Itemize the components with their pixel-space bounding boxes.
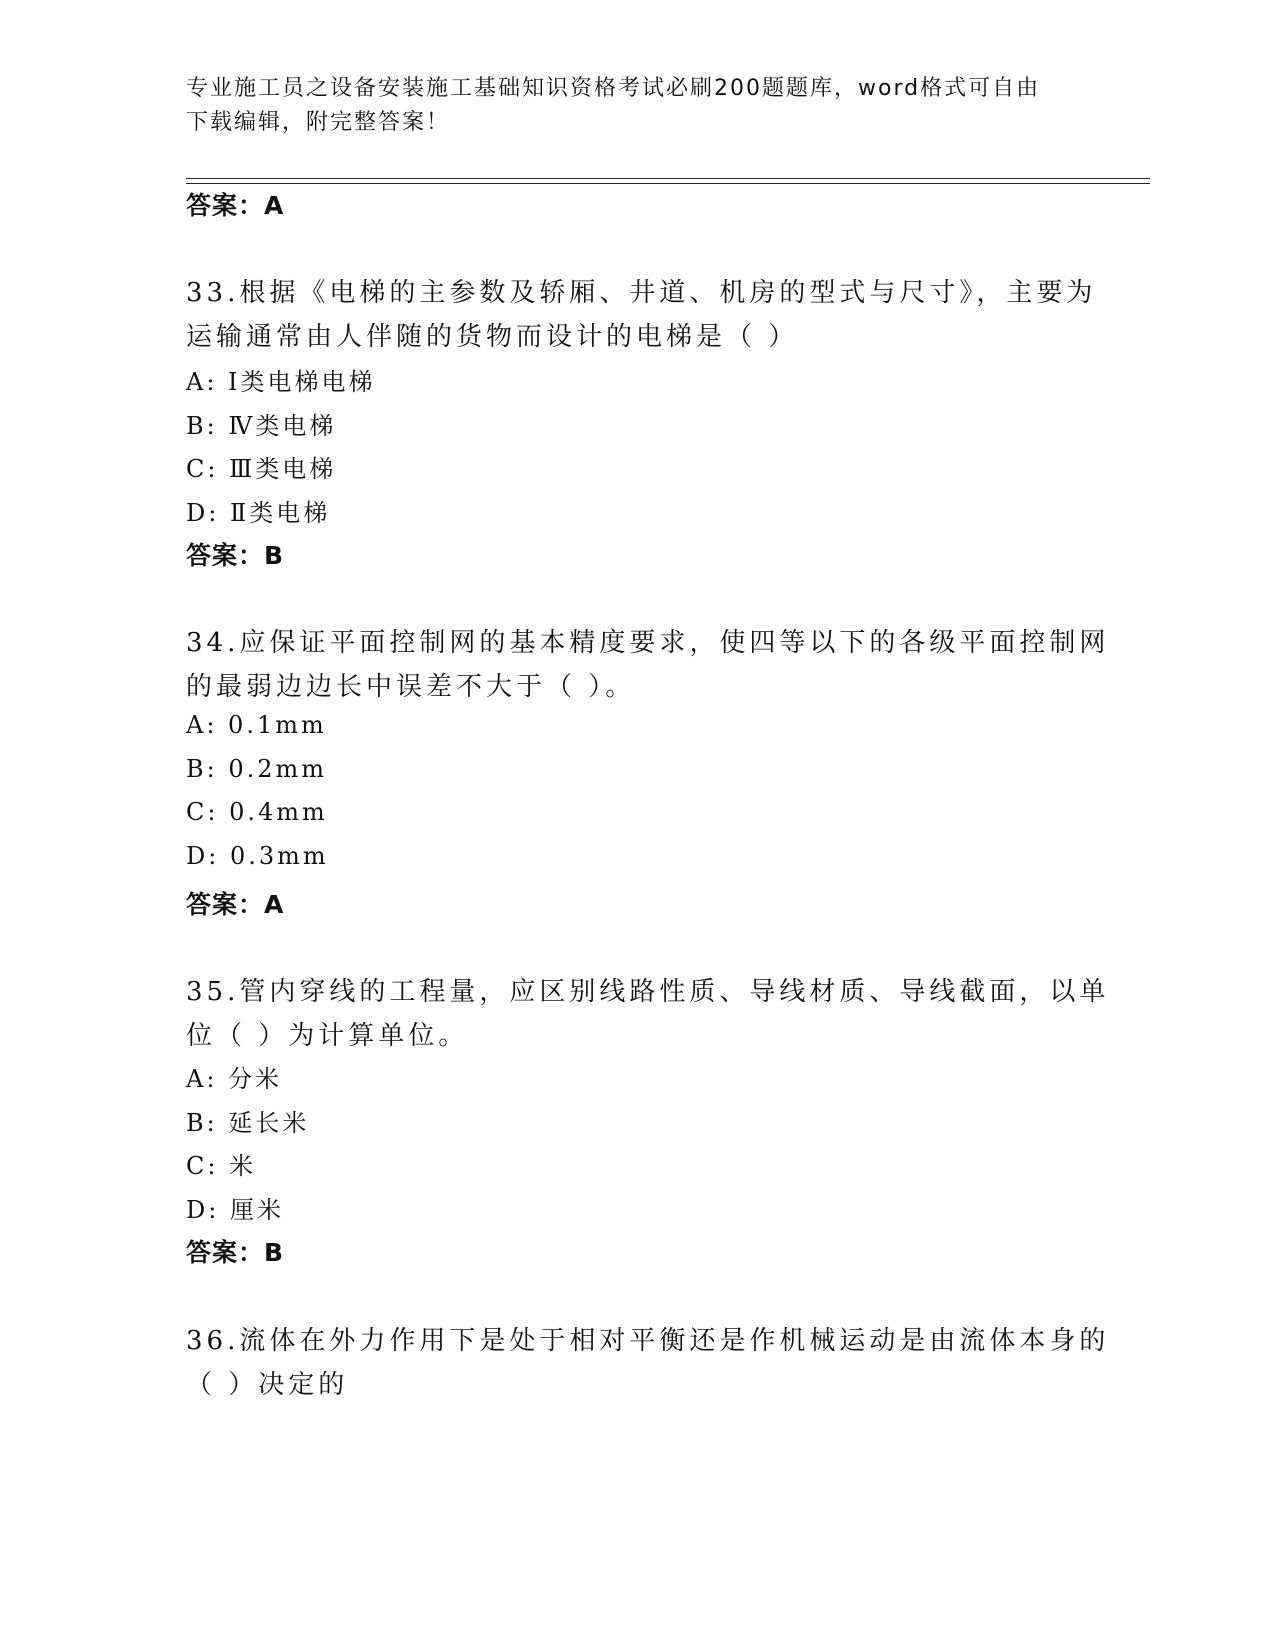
- question-33-line-1: 33.根据《电梯的主参数及轿厢、井道、机房的型式与尺寸》，主要为: [186, 278, 1097, 308]
- question-34-option-a: A: 0.1mm: [186, 711, 327, 739]
- question-33-option-b: B: Ⅳ类电梯: [186, 412, 337, 440]
- question-35-line-2: 位（ ）为计算单位。: [186, 1021, 469, 1051]
- header-rule-top: [186, 178, 1150, 179]
- header-line-2: 下载编辑，附完整答案！: [186, 110, 451, 135]
- question-34-option-d: D: 0.3mm: [186, 842, 329, 870]
- question-35-line-1: 35.管内穿线的工程量，应区别线路性质、导线材质、导线截面，以单: [186, 977, 1110, 1007]
- header-line-1: 专业施工员之设备安装施工基础知识资格考试必刷200题题库，word格式可自由: [186, 76, 1041, 101]
- previous-answer: 答案：A: [186, 191, 285, 220]
- question-33-line-2: 运输通常由人伴随的货物而设计的电梯是（ ）: [186, 322, 799, 352]
- question-36-line-1: 36.流体在外力作用下是处于相对平衡还是作机械运动是由流体本身的: [186, 1326, 1110, 1356]
- question-35-answer: 答案：B: [186, 1238, 285, 1267]
- question-35-option-a: A: 分米: [186, 1065, 283, 1093]
- question-35-option-c: C: 米: [186, 1152, 257, 1180]
- question-33-option-c: C: Ⅲ类电梯: [186, 455, 337, 483]
- question-33-option-d: D: Ⅱ类电梯: [186, 499, 331, 527]
- question-35-option-b: B: 延长米: [186, 1109, 310, 1137]
- question-36-line-2: （ ）决定的: [186, 1370, 349, 1400]
- question-33-answer: 答案：B: [186, 541, 285, 570]
- question-34-line-2: 的最弱边边长中误差不大于（ ）。: [186, 672, 636, 702]
- question-33-option-a: A: Ⅰ类电梯电梯: [186, 368, 376, 396]
- document-header: [186, 72, 1066, 140]
- question-34-answer: 答案：A: [186, 890, 285, 919]
- header-rule-bottom: [186, 183, 1150, 184]
- question-35-option-d: D: 厘米: [186, 1196, 284, 1224]
- question-34-option-c: C: 0.4mm: [186, 798, 328, 826]
- question-34-line-1: 34.应保证平面控制网的基本精度要求，使四等以下的各级平面控制网: [186, 628, 1110, 658]
- question-34-option-b: B: 0.2mm: [186, 755, 328, 783]
